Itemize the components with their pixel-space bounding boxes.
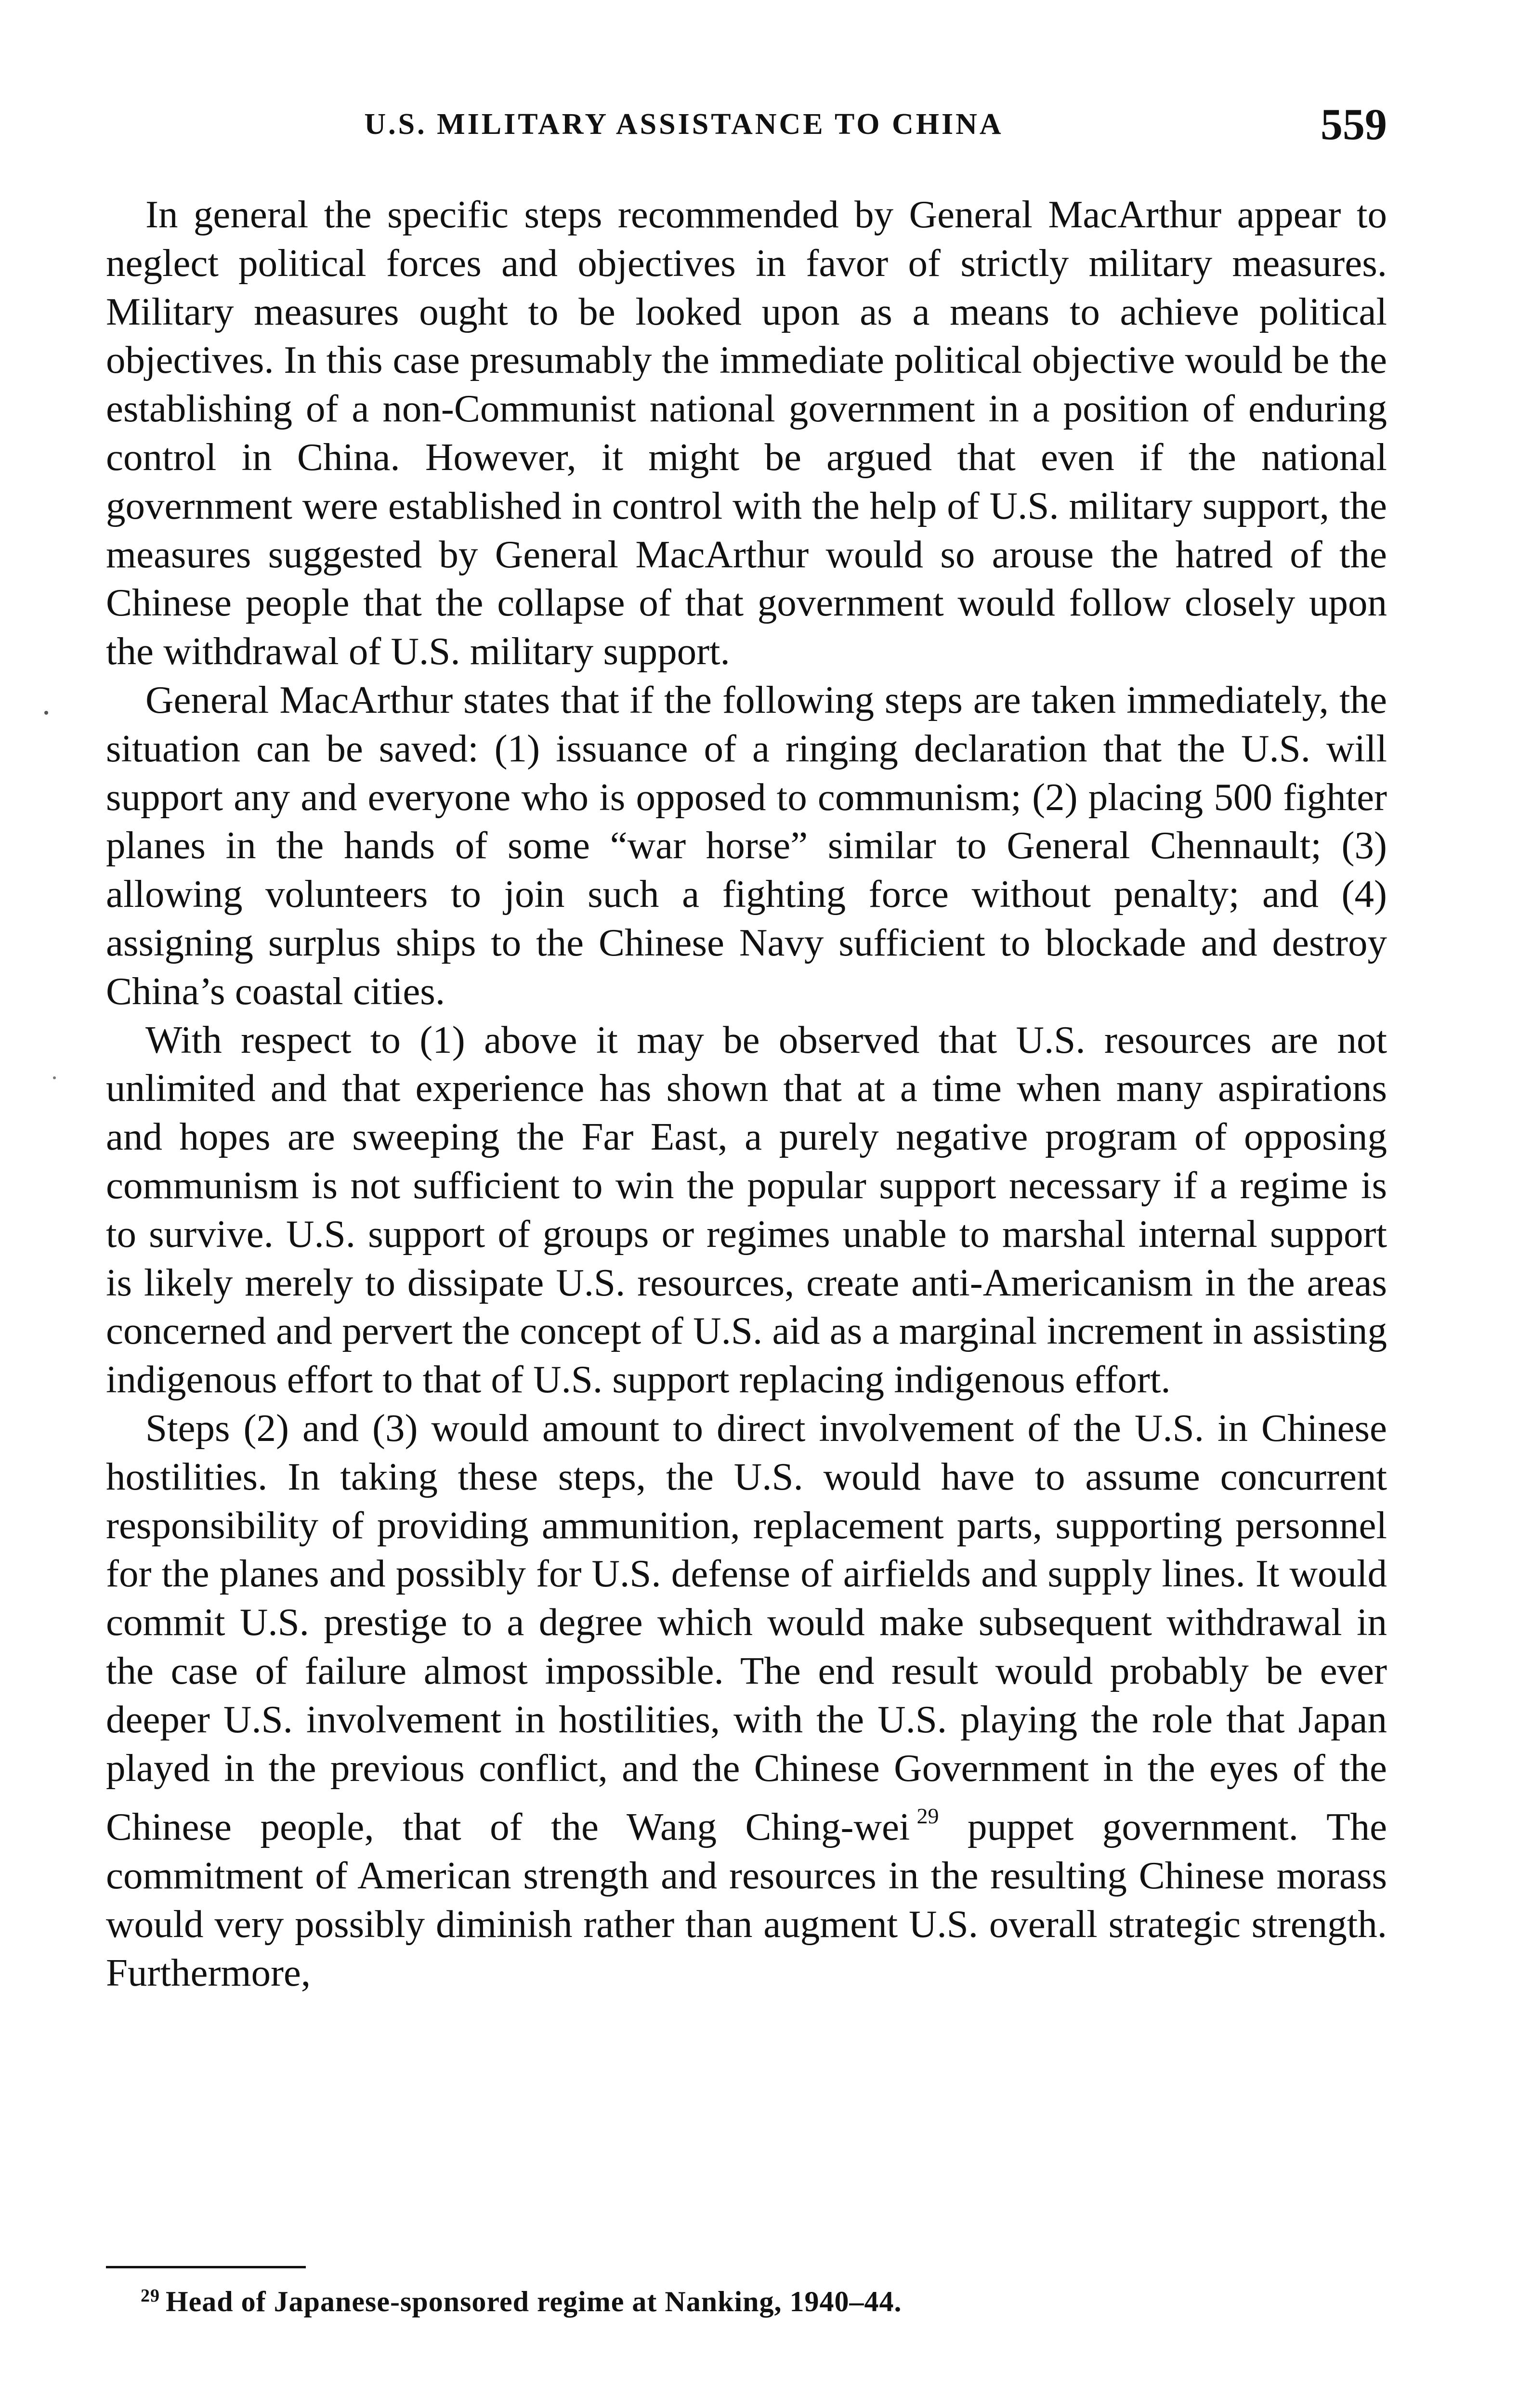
running-head — [106, 99, 1387, 152]
paragraph-2: General MacArthur states that if the following steps are taken immediately, the situation can be saved: (1) issuance of a ringing declaration that the U.S. will support any and everyone who is opposed to communism; (2) placing 500 fighter planes in the hands of some “war horse” similar to General Chennault; (3) allowing volunteers to join such a fighting force without penalty; and (4) assigning surplus ships to the Chinese Navy sufficient to blockade and destroy China’s coastal cities. — [106, 678, 1387, 1013]
running-title: U.S. MILITARY ASSISTANCE TO CHINA — [364, 108, 1004, 141]
footnote-divider — [106, 2266, 306, 2268]
footnote — [141, 2285, 1387, 2318]
footnote-marker: 29 — [141, 2286, 160, 2306]
paragraph-4-continuation: puppet government. The commitment of American strength and resources in the resulting Chinese morass would very possibly diminish rather than augment U.S. overall strategic strength. Furthermore, — [106, 1805, 1387, 1994]
paragraph-1: In general the specific steps recommended by General MacArthur appear to neglect political forces and objectives in favor of strictly military measures. Military measures ought to be looked upon as a means to achieve political objectives. In this case presumably the immediate political objective would be the establishing of a non-Communist national government in a position of enduring control in China. However, it might be argued that even if the national government were established in control with the help of U.S. military support, the measures suggested by General MacArthur would so arouse the hatred of the Chinese people that the collapse of that government would follow closely upon the withdrawal of U.S. military support. — [106, 193, 1387, 673]
paragraph-3: With respect to (1) above it may be observed that U.S. resources are not unlimited and that experience has shown that at a time when many aspirations and hopes are sweeping the Far East, a purely negative program of opposing communism is not sufficient to win the popular support necessary if a regime is to survive. U.S. support of groups or regimes unable to marshal internal support is likely merely to dissipate U.S. resources, create anti-Americanism in the areas concerned and pervert the concept of U.S. aid as a marginal increment in assisting indigenous effort to that of U.S. support replacing indigenous effort. — [106, 1018, 1387, 1401]
footnote-text: Head of Japanese-sponsored regime at Nanking, 1940–44. — [166, 2286, 902, 2317]
page-number: 559 — [1321, 100, 1387, 149]
paragraph-4-text: Steps (2) and (3) would amount to direct involvement of the U.S. in Chinese hostilities. In taking these steps, the U.S. would have to assume concurrent responsibility of providing ammunition, replacement parts, supporting personnel for the planes and possibly for U.S. defense of airfields and supply lines. It would commit U.S. prestige to a degree which would make subsequent withdrawal in the case of failure almost impossible. The end result would probably be ever deeper U.S. involvement in hostilities, with the U.S. playing the role that Japan played in the previous conflict, and the Chinese Government in the eyes of the Chinese people, that of the Wang Ching-wei — [106, 1406, 1387, 1849]
footnote-reference: 29 — [916, 1804, 939, 1829]
scan-speck — [44, 711, 48, 715]
body-text — [106, 190, 1387, 1997]
paragraph-4 — [106, 1404, 1387, 1997]
scan-speck — [53, 1076, 56, 1079]
